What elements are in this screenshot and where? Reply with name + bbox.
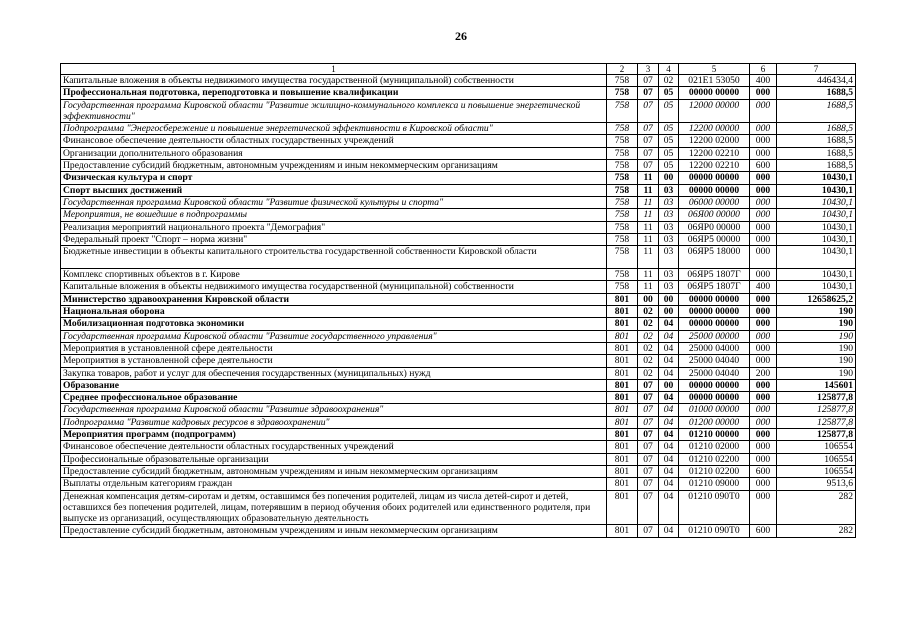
ministry-code-cell: 758 xyxy=(607,135,638,147)
row-name-cell: Мероприятия в установленной сфере деятельности xyxy=(61,355,607,367)
section-code-cell: 11 xyxy=(638,233,659,245)
section-code-cell: 07 xyxy=(638,147,659,159)
ministry-code-cell: 758 xyxy=(607,233,638,245)
ministry-code-cell: 758 xyxy=(607,209,638,221)
amount-cell: 1688,5 xyxy=(777,135,856,147)
section-code-cell: 07 xyxy=(638,416,659,428)
expense-type-cell: 600 xyxy=(750,465,777,477)
target-article-cell: 06ЯР5 18000 xyxy=(679,246,750,269)
subsection-code-cell: 04 xyxy=(659,465,679,477)
ministry-code-cell: 758 xyxy=(607,269,638,281)
section-code-cell: 11 xyxy=(638,269,659,281)
row-name-cell: Реализация мероприятий национального проекта "Демография" xyxy=(61,221,607,233)
row-name-cell: Денежная компенсация детям-сиротам и детям, оставшимся без попечения родителей, лицам из числа детей-сирот и детей, оставшихся без попечения родителей, лицам, потерявшим в период обучения обоих родителей или единственного родителя, при выпуске из организаций, осуществляющих образовательную деятельность xyxy=(61,490,607,525)
expense-type-cell: 000 xyxy=(750,147,777,159)
ministry-code-cell: 758 xyxy=(607,123,638,135)
expense-type-cell: 000 xyxy=(750,209,777,221)
ministry-code-cell: 801 xyxy=(607,478,638,490)
amount-cell: 190 xyxy=(777,342,856,354)
target-article-cell: 01000 00000 xyxy=(679,404,750,416)
subsection-code-cell: 05 xyxy=(659,123,679,135)
row-name-cell: Капитальные вложения в объекты недвижимого имущества государственной (муниципальной) собственности xyxy=(61,75,607,87)
ministry-code-cell: 801 xyxy=(607,355,638,367)
target-article-cell: 12200 02210 xyxy=(679,160,750,172)
expense-type-cell: 000 xyxy=(750,441,777,453)
section-code-cell: 11 xyxy=(638,281,659,293)
section-code-cell: 02 xyxy=(638,306,659,318)
ministry-code-cell: 801 xyxy=(607,404,638,416)
table-row xyxy=(61,392,856,404)
table-row xyxy=(61,184,856,196)
table-row xyxy=(61,367,856,379)
section-code-cell: 02 xyxy=(638,330,659,342)
section-code-cell: 11 xyxy=(638,246,659,269)
amount-cell: 190 xyxy=(777,318,856,330)
section-code-cell: 11 xyxy=(638,209,659,221)
subsection-code-cell: 00 xyxy=(659,379,679,391)
amount-cell: 282 xyxy=(777,525,856,537)
target-article-cell: 00000 00000 xyxy=(679,392,750,404)
subsection-code-cell: 05 xyxy=(659,87,679,99)
subsection-code-cell: 04 xyxy=(659,453,679,465)
table-row xyxy=(61,196,856,208)
row-name-cell: Закупка товаров, работ и услуг для обеспечения государственных (муниципальных) нужд xyxy=(61,367,607,379)
expense-type-cell: 000 xyxy=(750,293,777,305)
subsection-code-cell: 04 xyxy=(659,355,679,367)
subsection-code-cell: 04 xyxy=(659,478,679,490)
subsection-code-cell: 03 xyxy=(659,221,679,233)
ministry-code-cell: 801 xyxy=(607,525,638,537)
target-article-cell: 12200 00000 xyxy=(679,123,750,135)
amount-cell: 12658625,2 xyxy=(777,293,856,305)
amount-cell: 106554 xyxy=(777,453,856,465)
amount-cell: 106554 xyxy=(777,465,856,477)
expense-type-cell: 000 xyxy=(750,392,777,404)
ministry-code-cell: 801 xyxy=(607,490,638,525)
subsection-code-cell: 03 xyxy=(659,246,679,269)
row-name-cell: Федеральный проект "Спорт – норма жизни" xyxy=(61,233,607,245)
column-header: 6 xyxy=(750,64,777,75)
amount-cell: 190 xyxy=(777,306,856,318)
table-row xyxy=(61,355,856,367)
amount-cell: 190 xyxy=(777,367,856,379)
section-code-cell: 02 xyxy=(638,318,659,330)
row-name-cell: Предоставление субсидий бюджетным, автономным учреждениям и иным некоммерческим организациям xyxy=(61,525,607,537)
row-name-cell: Выплаты отдельным категориям граждан xyxy=(61,478,607,490)
amount-cell: 10430,1 xyxy=(777,196,856,208)
section-code-cell: 11 xyxy=(638,172,659,184)
table-row xyxy=(61,490,856,525)
table-row xyxy=(61,135,856,147)
row-name-cell: Финансовое обеспечение деятельности областных государственных учреждений xyxy=(61,441,607,453)
table-row xyxy=(61,75,856,87)
subsection-code-cell: 00 xyxy=(659,306,679,318)
table-row xyxy=(61,281,856,293)
ministry-code-cell: 801 xyxy=(607,306,638,318)
subsection-code-cell: 04 xyxy=(659,525,679,537)
table-row xyxy=(61,330,856,342)
target-article-cell: 06ЯР0 00000 xyxy=(679,221,750,233)
table-row xyxy=(61,441,856,453)
section-code-cell: 07 xyxy=(638,135,659,147)
row-name-cell: Предоставление субсидий бюджетным, автономным учреждениям и иным некоммерческим организациям xyxy=(61,160,607,172)
target-article-cell: 01210 02200 xyxy=(679,465,750,477)
row-name-cell: Организации дополнительного образования xyxy=(61,147,607,159)
table-header-row xyxy=(61,64,856,75)
section-code-cell: 07 xyxy=(638,525,659,537)
target-article-cell: 00000 00000 xyxy=(679,87,750,99)
target-article-cell: 00000 00000 xyxy=(679,293,750,305)
expense-type-cell: 000 xyxy=(750,123,777,135)
expense-type-cell: 000 xyxy=(750,416,777,428)
target-article-cell: 12000 00000 xyxy=(679,99,750,123)
amount-cell: 10430,1 xyxy=(777,269,856,281)
target-article-cell: 01210 090Т0 xyxy=(679,490,750,525)
row-name-cell: Мобилизационная подготовка экономики xyxy=(61,318,607,330)
subsection-code-cell: 04 xyxy=(659,404,679,416)
column-header: 2 xyxy=(607,64,638,75)
ministry-code-cell: 758 xyxy=(607,246,638,269)
subsection-code-cell: 03 xyxy=(659,184,679,196)
ministry-code-cell: 801 xyxy=(607,379,638,391)
expense-type-cell: 000 xyxy=(750,355,777,367)
subsection-code-cell: 04 xyxy=(659,429,679,441)
table-row xyxy=(61,404,856,416)
section-code-cell: 11 xyxy=(638,184,659,196)
table-row xyxy=(61,233,856,245)
expense-type-cell: 000 xyxy=(750,453,777,465)
section-code-cell: 07 xyxy=(638,123,659,135)
target-article-cell: 01210 09000 xyxy=(679,478,750,490)
expense-type-cell: 000 xyxy=(750,172,777,184)
expense-type-cell: 000 xyxy=(750,379,777,391)
subsection-code-cell: 04 xyxy=(659,342,679,354)
section-code-cell: 11 xyxy=(638,221,659,233)
amount-cell: 1688,5 xyxy=(777,147,856,159)
expense-type-cell: 000 xyxy=(750,478,777,490)
target-article-cell: 021E1 53050 xyxy=(679,75,750,87)
row-name-cell: Мероприятия, не вошедшие в подпрограммы xyxy=(61,209,607,221)
subsection-code-cell: 03 xyxy=(659,233,679,245)
expense-type-cell: 000 xyxy=(750,99,777,123)
target-article-cell: 12200 02000 xyxy=(679,135,750,147)
ministry-code-cell: 801 xyxy=(607,416,638,428)
amount-cell: 10430,1 xyxy=(777,233,856,245)
row-name-cell: Образование xyxy=(61,379,607,391)
row-name-cell: Министерство здравоохранения Кировской области xyxy=(61,293,607,305)
subsection-code-cell: 03 xyxy=(659,269,679,281)
subsection-code-cell: 05 xyxy=(659,147,679,159)
row-name-cell: Профессиональные образовательные организации xyxy=(61,453,607,465)
target-article-cell: 25000 04000 xyxy=(679,342,750,354)
expense-type-cell: 000 xyxy=(750,318,777,330)
ministry-code-cell: 801 xyxy=(607,429,638,441)
expense-type-cell: 000 xyxy=(750,330,777,342)
row-name-cell: Капитальные вложения в объекты недвижимого имущества государственной (муниципальной) собственности xyxy=(61,281,607,293)
section-code-cell: 07 xyxy=(638,75,659,87)
amount-cell: 125877,8 xyxy=(777,404,856,416)
section-code-cell: 02 xyxy=(638,342,659,354)
table-row xyxy=(61,209,856,221)
ministry-code-cell: 758 xyxy=(607,281,638,293)
ministry-code-cell: 758 xyxy=(607,147,638,159)
section-code-cell: 07 xyxy=(638,160,659,172)
ministry-code-cell: 758 xyxy=(607,99,638,123)
table-row xyxy=(61,123,856,135)
target-article-cell: 06ЯР5 1807Г xyxy=(679,281,750,293)
target-article-cell: 01210 02000 xyxy=(679,441,750,453)
table-row xyxy=(61,306,856,318)
row-name-cell: Спорт высших достижений xyxy=(61,184,607,196)
column-header: 7 xyxy=(777,64,856,75)
section-code-cell: 07 xyxy=(638,379,659,391)
amount-cell: 125877,8 xyxy=(777,416,856,428)
row-name-cell: Национальная оборона xyxy=(61,306,607,318)
expense-type-cell: 000 xyxy=(750,184,777,196)
amount-cell: 1688,5 xyxy=(777,99,856,123)
expense-type-cell: 000 xyxy=(750,246,777,269)
section-code-cell: 07 xyxy=(638,87,659,99)
target-article-cell: 01210 00000 xyxy=(679,429,750,441)
amount-cell: 10430,1 xyxy=(777,172,856,184)
amount-cell: 106554 xyxy=(777,441,856,453)
table-row xyxy=(61,246,856,269)
amount-cell: 10430,1 xyxy=(777,209,856,221)
table-row xyxy=(61,525,856,537)
row-name-cell: Подпрограмма "Энергосбережение и повышение энергетической эффективности в Кировской области" xyxy=(61,123,607,135)
target-article-cell: 00000 00000 xyxy=(679,306,750,318)
column-header: 5 xyxy=(679,64,750,75)
expense-type-cell: 000 xyxy=(750,490,777,525)
target-article-cell: 01210 02200 xyxy=(679,453,750,465)
amount-cell: 1688,5 xyxy=(777,123,856,135)
table-row xyxy=(61,416,856,428)
amount-cell: 9513,6 xyxy=(777,478,856,490)
expense-type-cell: 000 xyxy=(750,233,777,245)
subsection-code-cell: 03 xyxy=(659,196,679,208)
row-name-cell: Среднее профессиональное образование xyxy=(61,392,607,404)
budget-table xyxy=(60,63,856,538)
target-article-cell: 25000 04040 xyxy=(679,355,750,367)
target-article-cell: 06Я00 00000 xyxy=(679,209,750,221)
amount-cell: 1688,5 xyxy=(777,160,856,172)
table-row xyxy=(61,269,856,281)
expense-type-cell: 000 xyxy=(750,87,777,99)
row-name-cell: Подпрограмма "Развитие кадровых ресурсов в здравоохранении" xyxy=(61,416,607,428)
table-row xyxy=(61,379,856,391)
ministry-code-cell: 801 xyxy=(607,441,638,453)
subsection-code-cell: 04 xyxy=(659,318,679,330)
section-code-cell: 07 xyxy=(638,392,659,404)
subsection-code-cell: 04 xyxy=(659,367,679,379)
target-article-cell: 01210 090Т0 xyxy=(679,525,750,537)
section-code-cell: 11 xyxy=(638,196,659,208)
amount-cell: 125877,8 xyxy=(777,429,856,441)
target-article-cell: 00000 00000 xyxy=(679,172,750,184)
table-row xyxy=(61,99,856,123)
table-row xyxy=(61,172,856,184)
expense-type-cell: 400 xyxy=(750,75,777,87)
section-code-cell: 07 xyxy=(638,478,659,490)
amount-cell: 1688,5 xyxy=(777,87,856,99)
column-header: 1 xyxy=(61,64,607,75)
row-name-cell: Государственная программа Кировской области "Развитие здравоохранения" xyxy=(61,404,607,416)
amount-cell: 10430,1 xyxy=(777,184,856,196)
target-article-cell: 25000 00000 xyxy=(679,330,750,342)
target-article-cell: 25000 04040 xyxy=(679,367,750,379)
table-row xyxy=(61,293,856,305)
section-code-cell: 07 xyxy=(638,453,659,465)
subsection-code-cell: 04 xyxy=(659,392,679,404)
expense-type-cell: 000 xyxy=(750,221,777,233)
expense-type-cell: 000 xyxy=(750,196,777,208)
subsection-code-cell: 04 xyxy=(659,490,679,525)
subsection-code-cell: 02 xyxy=(659,75,679,87)
ministry-code-cell: 801 xyxy=(607,342,638,354)
ministry-code-cell: 801 xyxy=(607,330,638,342)
row-name-cell: Профессиональная подготовка, переподготовка и повышение квалификации xyxy=(61,87,607,99)
expense-type-cell: 600 xyxy=(750,160,777,172)
ministry-code-cell: 801 xyxy=(607,453,638,465)
expense-type-cell: 000 xyxy=(750,429,777,441)
subsection-code-cell: 04 xyxy=(659,416,679,428)
amount-cell: 190 xyxy=(777,355,856,367)
amount-cell: 446434,4 xyxy=(777,75,856,87)
table-row xyxy=(61,147,856,159)
row-name-cell: Государственная программа Кировской области "Развитие государственного управления" xyxy=(61,330,607,342)
row-name-cell: Комплекс спортивных объектов в г. Кирове xyxy=(61,269,607,281)
table-row xyxy=(61,342,856,354)
ministry-code-cell: 758 xyxy=(607,87,638,99)
expense-type-cell: 000 xyxy=(750,306,777,318)
amount-cell: 145601 xyxy=(777,379,856,391)
subsection-code-cell: 05 xyxy=(659,99,679,123)
column-header: 3 xyxy=(638,64,659,75)
amount-cell: 125877,8 xyxy=(777,392,856,404)
amount-cell: 10430,1 xyxy=(777,281,856,293)
ministry-code-cell: 801 xyxy=(607,367,638,379)
row-name-cell: Государственная программа Кировской области "Развитие физической культуры и спорта" xyxy=(61,196,607,208)
row-name-cell: Финансовое обеспечение деятельности областных государственных учреждений xyxy=(61,135,607,147)
target-article-cell: 06ЯР5 1807Г xyxy=(679,269,750,281)
row-name-cell: Предоставление субсидий бюджетным, автономным учреждениям и иным некоммерческим организациям xyxy=(61,465,607,477)
ministry-code-cell: 758 xyxy=(607,160,638,172)
ministry-code-cell: 758 xyxy=(607,172,638,184)
table-row xyxy=(61,465,856,477)
amount-cell: 10430,1 xyxy=(777,246,856,269)
target-article-cell: 06ЯР5 00000 xyxy=(679,233,750,245)
section-code-cell: 07 xyxy=(638,441,659,453)
ministry-code-cell: 801 xyxy=(607,318,638,330)
expense-type-cell: 000 xyxy=(750,404,777,416)
subsection-code-cell: 03 xyxy=(659,209,679,221)
amount-cell: 282 xyxy=(777,490,856,525)
subsection-code-cell: 03 xyxy=(659,281,679,293)
ministry-code-cell: 758 xyxy=(607,184,638,196)
ministry-code-cell: 801 xyxy=(607,392,638,404)
row-name-cell: Бюджетные инвестиции в объекты капитального строительства государственной собственности Кировской области xyxy=(61,246,607,269)
ministry-code-cell: 758 xyxy=(607,221,638,233)
section-code-cell: 07 xyxy=(638,490,659,525)
expense-type-cell: 000 xyxy=(750,342,777,354)
section-code-cell: 07 xyxy=(638,465,659,477)
subsection-code-cell: 04 xyxy=(659,330,679,342)
target-article-cell: 12200 02210 xyxy=(679,147,750,159)
expense-type-cell: 600 xyxy=(750,525,777,537)
target-article-cell: 00000 00000 xyxy=(679,184,750,196)
table-row xyxy=(61,453,856,465)
expense-type-cell: 200 xyxy=(750,367,777,379)
row-name-cell: Мероприятия программ (подпрограмм) xyxy=(61,429,607,441)
target-article-cell: 06000 00000 xyxy=(679,196,750,208)
table-row xyxy=(61,160,856,172)
section-code-cell: 02 xyxy=(638,355,659,367)
section-code-cell: 07 xyxy=(638,99,659,123)
target-article-cell: 00000 00000 xyxy=(679,318,750,330)
target-article-cell: 01200 00000 xyxy=(679,416,750,428)
amount-cell: 190 xyxy=(777,330,856,342)
row-name-cell: Мероприятия в установленной сфере деятельности xyxy=(61,342,607,354)
row-name-cell: Государственная программа Кировской области "Развитие жилищно-коммунального комплекса и повышение энергетической эффективности" xyxy=(61,99,607,123)
table-row xyxy=(61,429,856,441)
row-name-cell: Физическая культура и спорт xyxy=(61,172,607,184)
subsection-code-cell: 05 xyxy=(659,135,679,147)
ministry-code-cell: 801 xyxy=(607,465,638,477)
section-code-cell: 00 xyxy=(638,293,659,305)
expense-type-cell: 400 xyxy=(750,281,777,293)
section-code-cell: 02 xyxy=(638,367,659,379)
subsection-code-cell: 00 xyxy=(659,293,679,305)
table-row xyxy=(61,87,856,99)
expense-type-cell: 000 xyxy=(750,269,777,281)
subsection-code-cell: 00 xyxy=(659,172,679,184)
ministry-code-cell: 758 xyxy=(607,75,638,87)
column-header: 4 xyxy=(659,64,679,75)
section-code-cell: 07 xyxy=(638,429,659,441)
target-article-cell: 00000 00000 xyxy=(679,379,750,391)
subsection-code-cell: 04 xyxy=(659,441,679,453)
page-number: 26 xyxy=(455,29,467,43)
amount-cell: 10430,1 xyxy=(777,221,856,233)
table-row xyxy=(61,221,856,233)
expense-type-cell: 000 xyxy=(750,135,777,147)
subsection-code-cell: 05 xyxy=(659,160,679,172)
table-row xyxy=(61,318,856,330)
ministry-code-cell: 758 xyxy=(607,196,638,208)
ministry-code-cell: 801 xyxy=(607,293,638,305)
table-row xyxy=(61,478,856,490)
section-code-cell: 07 xyxy=(638,404,659,416)
